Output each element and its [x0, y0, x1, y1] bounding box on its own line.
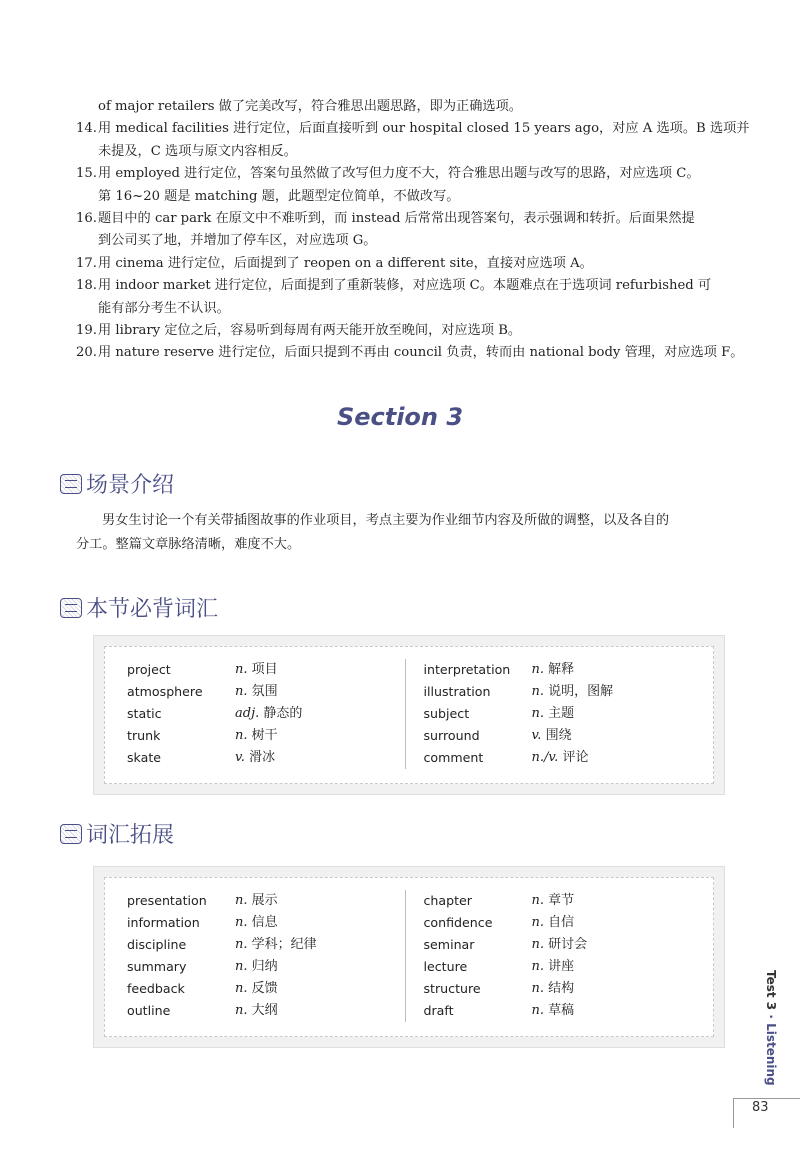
- vocab-pos: n.: [531, 981, 545, 996]
- vocab-meaning: [532, 978, 575, 1000]
- book-icon: [60, 598, 82, 618]
- vocab-pos: v.: [235, 750, 245, 765]
- vocab-word: summary: [127, 959, 187, 974]
- vocab-meaning-text: 静态的: [263, 706, 303, 721]
- vocab-word: chapter: [423, 893, 472, 908]
- vocab-meaning-text: 章节: [548, 893, 575, 908]
- side-tab: [760, 970, 778, 1086]
- notebook-icon: [60, 474, 82, 494]
- answer-number: 19.: [76, 323, 97, 339]
- vocab-meaning-text: 结构: [548, 981, 575, 996]
- intro-line: 男女生讨论一个有关带插图故事的作业项目，考点主要为作业细节内容及所做的调整，以及各自的: [102, 513, 670, 528]
- vocab-meaning: [532, 747, 589, 769]
- vocab-row: [424, 747, 702, 769]
- answer-item-20: [76, 342, 744, 364]
- vocab-pos: n.: [235, 981, 248, 996]
- vocab-row: [424, 890, 702, 912]
- answer-text: 用 medical facilities 进行定位，后面直接听到 our hospital closed 15 years ago，对应 A 选项。B 选项并: [98, 121, 750, 137]
- vocab-meaning: [532, 1000, 575, 1022]
- vocab-row: [127, 725, 405, 747]
- section-title: Section 3: [336, 403, 464, 431]
- vocab-word: project: [127, 662, 171, 677]
- vocab-pos: n./v.: [531, 750, 559, 765]
- vocab-pos: n.: [531, 937, 545, 952]
- vocab-pos: n.: [235, 728, 248, 743]
- vocab-pos: n.: [531, 915, 545, 930]
- vocab-meaning-text: 主题: [548, 706, 575, 721]
- answer-explanations: [76, 96, 750, 365]
- vocab-row: [127, 978, 405, 1000]
- vocab-pos: n.: [235, 1003, 248, 1018]
- vocab-meaning: [532, 912, 575, 934]
- vocab-pos: n.: [531, 706, 545, 721]
- answer-number: 16.: [76, 211, 97, 227]
- vocab-pos: n.: [531, 1003, 545, 1018]
- vocab-meaning: [532, 725, 572, 747]
- vocab-row: [127, 703, 405, 725]
- vocab-meaning-text: 自信: [548, 915, 575, 930]
- answer-item-16: [76, 208, 726, 253]
- vocab-meaning-text: 评论: [562, 750, 589, 765]
- answer-text: 用 employed 进行定位，答案句虽然做了改写但力度不大，符合雅思出题与改写的思路，对应选项 C。: [98, 166, 700, 182]
- expand-column-left: [117, 890, 405, 1022]
- vocab-meaning-text: 项目: [251, 662, 278, 677]
- vocab-meaning-text: 解释: [548, 662, 575, 677]
- answer-text: 用 cinema 进行定位，后面提到了 reopen on a different site，直接对应选项 A。: [98, 255, 593, 271]
- vocab-row: [127, 659, 405, 681]
- vocab-meaning: [235, 681, 278, 703]
- vocab-row: [424, 659, 702, 681]
- side-tab-test: Test 3: [764, 970, 778, 1011]
- vocab-meaning-text: 展示: [251, 893, 278, 908]
- vocab-meaning-text: 研讨会: [548, 937, 588, 952]
- vocab-row: [127, 1000, 405, 1022]
- answer-text: 题目中的 car park 在原文中不难听到，而 instead 后常常出现答案句，表示强调和转折。后面果然提: [98, 211, 695, 227]
- answer-number: 14.: [76, 121, 97, 137]
- vocab-meaning-text: 说明，图解: [548, 684, 614, 699]
- vocab-word: lecture: [423, 959, 468, 974]
- vocab-pos: v.: [531, 728, 542, 743]
- answer-text: 用 library 定位之后，容易听到每周有两天能开放至晚间，对应选项 B。: [98, 323, 522, 339]
- vocab-meaning: [235, 703, 302, 725]
- answer-text: 到公司买了地，并增加了停车区，对应选项 G。: [98, 233, 377, 249]
- vocab-meaning: [532, 890, 575, 912]
- vocab-row: [424, 703, 702, 725]
- vocab-meaning-text: 草稿: [548, 1003, 575, 1018]
- vocab-word: static: [127, 706, 162, 721]
- vocab-word: illustration: [423, 684, 491, 699]
- vocab-word: comment: [423, 750, 484, 765]
- expand-column-right: [405, 890, 702, 1022]
- vocab-meaning: [235, 747, 275, 769]
- vocab-word: structure: [423, 981, 481, 996]
- answer-item-17: [76, 253, 726, 275]
- answer-text: 用 nature reserve 进行定位，后面只提到不再由 council 负责，转而由 national body 管理，对应选项 F。: [98, 345, 744, 361]
- vocab-meaning: [235, 934, 317, 956]
- intro-line: 分工。整篇文章脉络清晰，难度不大。: [76, 537, 301, 552]
- answer-text: 用 indoor market 进行定位，后面提到了重新装修，对应选项 C。本题难点在于选项词 refurbished 可: [98, 278, 712, 294]
- vocab-pos: n.: [531, 684, 545, 699]
- vocab-word: draft: [423, 1003, 454, 1018]
- vocab-word: confidence: [423, 915, 493, 930]
- vocab-meaning: [235, 725, 278, 747]
- vocab-meaning-text: 氛围: [251, 684, 278, 699]
- vocab-meaning-text: 信息: [251, 915, 278, 930]
- vocab-word: atmosphere: [127, 684, 203, 699]
- vocab-row: [424, 912, 702, 934]
- vocab-meaning: [532, 659, 575, 681]
- vocab-meaning: [235, 978, 278, 1000]
- vocab-word: surround: [423, 728, 480, 743]
- vocab-word: interpretation: [423, 662, 511, 677]
- vocab-column-right: [405, 659, 702, 769]
- vocab-meaning-text: 反馈: [251, 981, 278, 996]
- vocab-pos: n.: [531, 662, 545, 677]
- vocab-meaning: [235, 956, 278, 978]
- vocab-word: feedback: [127, 981, 185, 996]
- answer-item-19: [76, 320, 726, 342]
- vocab-meaning-text: 归纳: [251, 959, 278, 974]
- vocab-word: subject: [423, 706, 470, 721]
- scene-heading-label: 场景介绍: [86, 473, 175, 498]
- vocab-meaning-text: 学科；纪律: [251, 937, 317, 952]
- answer-number: 17.: [76, 255, 97, 271]
- answer-item-14: [76, 118, 750, 163]
- side-tab-part: Listening: [764, 1023, 778, 1086]
- vocab-row: [424, 725, 702, 747]
- vocab-meaning: [532, 703, 575, 725]
- vocab-row: [127, 747, 405, 769]
- vocab-pos: n.: [235, 959, 248, 974]
- vocab-meaning-text: 滑冰: [249, 750, 276, 765]
- vocab-row: [127, 934, 405, 956]
- answer-text: 未提及，C 选项与原文内容相反。: [98, 143, 297, 159]
- answer-number: 20.: [76, 345, 97, 361]
- vocab-word: presentation: [127, 893, 207, 908]
- vocab-meaning: [532, 681, 614, 703]
- vocab-row: [424, 681, 702, 703]
- vocab-word: skate: [127, 750, 162, 765]
- vocab-pos: adj.: [235, 706, 260, 721]
- vocab-pos: n.: [235, 915, 248, 930]
- matching-note: 第 16~20 题是 matching 题，此题型定位简单，不做改写。: [98, 188, 460, 204]
- page-number: 83: [752, 1100, 769, 1115]
- scene-intro: [76, 509, 732, 557]
- vocab-meaning: [235, 1000, 278, 1022]
- vocab-word: information: [127, 915, 200, 930]
- side-tab-separator: ·: [764, 1014, 778, 1019]
- page-number-rule-vertical: [733, 1098, 734, 1128]
- vocab-meaning: [235, 890, 278, 912]
- scene-heading: [60, 468, 174, 499]
- vocab-meaning: [235, 912, 278, 934]
- vocab-row: [127, 681, 405, 703]
- vocab-word: seminar: [423, 937, 475, 952]
- vocab-row: [424, 956, 702, 978]
- vocab-word: outline: [127, 1003, 171, 1018]
- answer-number: 15.: [76, 166, 97, 182]
- vocab-heading-label: 本节必背词汇: [86, 597, 219, 622]
- vocab-row: [127, 956, 405, 978]
- vocab-pos: n.: [235, 684, 248, 699]
- vocab-meaning-text: 树干: [251, 728, 278, 743]
- expand-box: [104, 877, 714, 1037]
- vocab-meaning: [532, 934, 588, 956]
- vocab-meaning: [235, 659, 278, 681]
- vocab-heading: [60, 592, 218, 623]
- vocab-meaning: [532, 956, 575, 978]
- answer-item-18: [76, 275, 726, 320]
- vocab-column-left: [117, 659, 405, 769]
- vocab-row: [127, 890, 405, 912]
- vocab-pos: n.: [235, 893, 248, 908]
- answer-text: 能有部分考生不认识。: [98, 300, 230, 316]
- vocab-pos: n.: [235, 662, 248, 677]
- vocab-meaning-text: 围绕: [545, 728, 572, 743]
- vocab-meaning-text: 大纲: [251, 1003, 278, 1018]
- answer-number: 18.: [76, 278, 97, 294]
- page-number-rule: [733, 1098, 800, 1099]
- vocab-box: [104, 646, 714, 784]
- vocab-row: [424, 934, 702, 956]
- vocab-pos: n.: [531, 959, 545, 974]
- vocab-word: trunk: [127, 728, 161, 743]
- answer-item-15: [76, 163, 726, 185]
- vocab-word: discipline: [127, 937, 187, 952]
- vocab-row: [127, 912, 405, 934]
- book-icon: [60, 824, 82, 844]
- vocab-pos: n.: [235, 937, 248, 952]
- vocab-meaning-text: 讲座: [548, 959, 575, 974]
- vocab-row: [424, 1000, 702, 1022]
- expand-heading-label: 词汇拓展: [86, 823, 175, 848]
- answer-13-continuation: of major retailers 做了完美改写，符合雅思出题思路，即为正确选项。: [98, 99, 522, 114]
- vocab-row: [424, 978, 702, 1000]
- expand-heading: [60, 818, 174, 849]
- vocab-pos: n.: [531, 893, 545, 908]
